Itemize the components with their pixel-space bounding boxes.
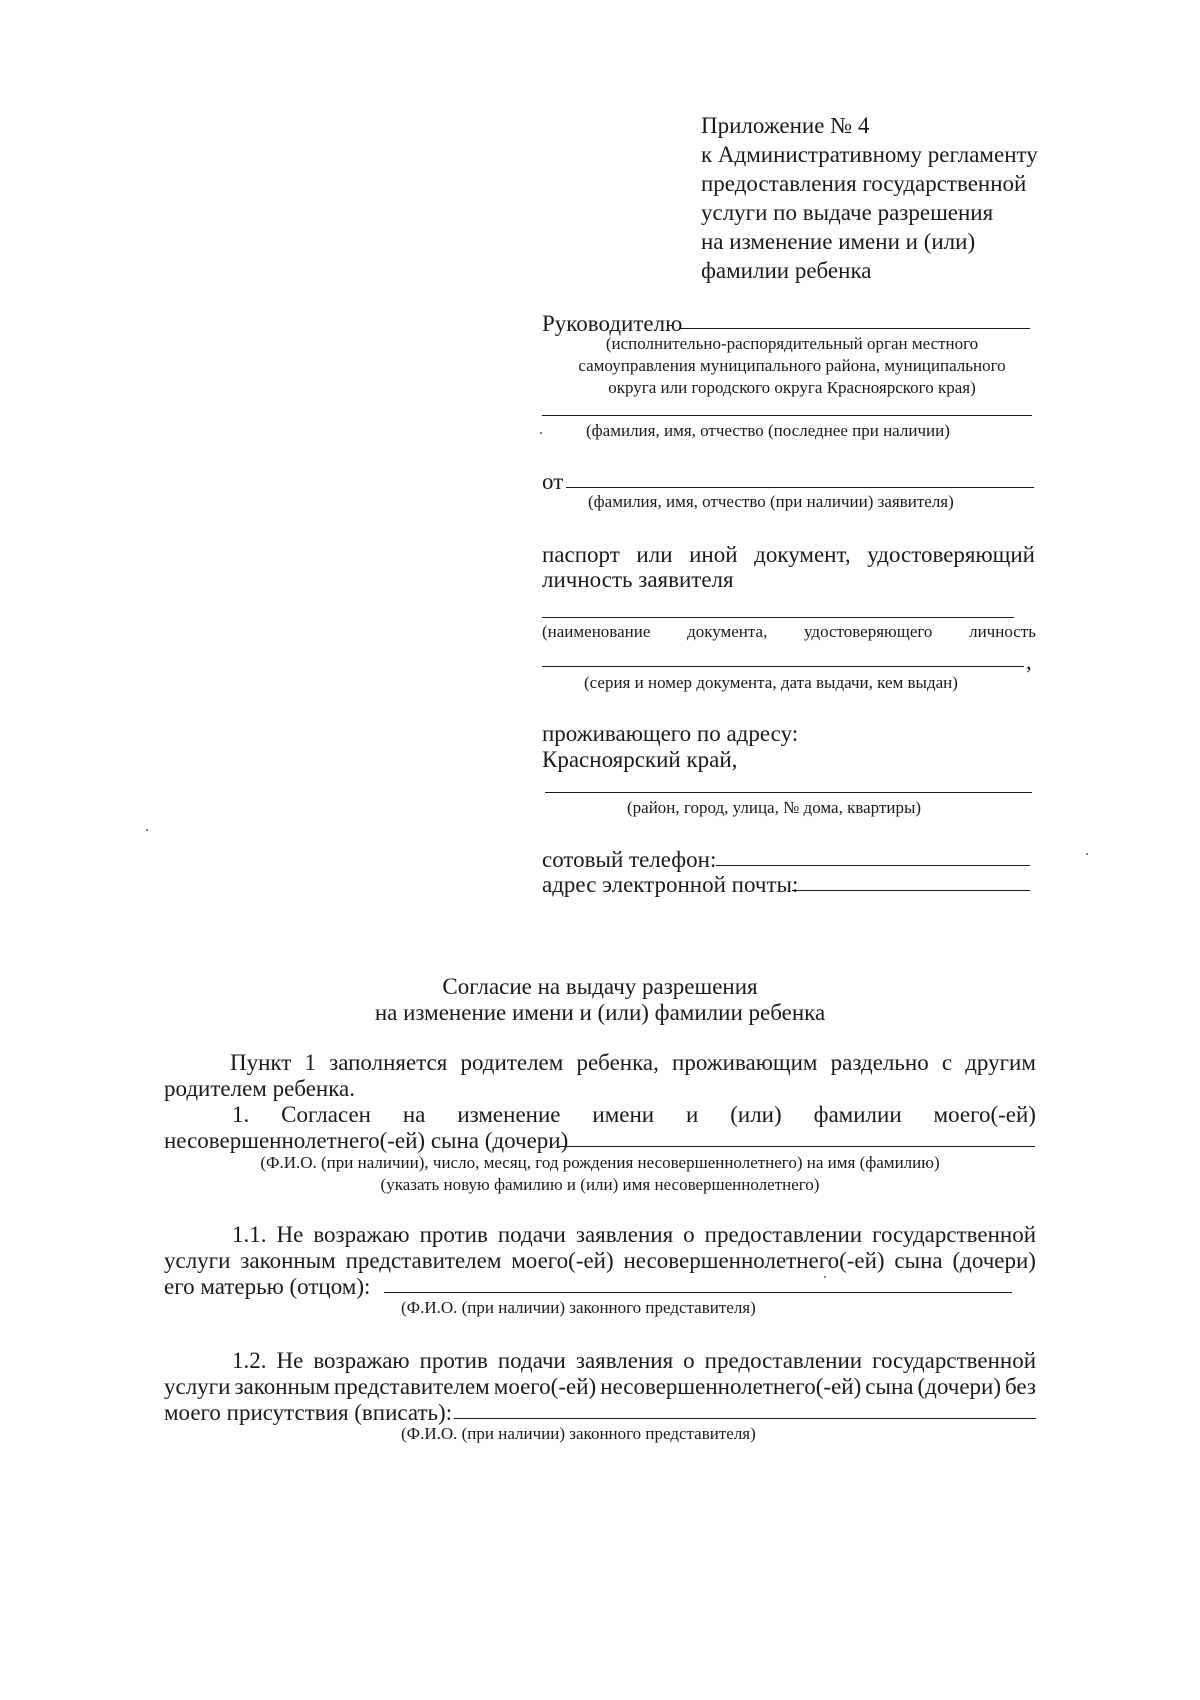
document-name-hint [542, 621, 1036, 643]
word: предоставлении [704, 1348, 863, 1373]
scan-speck [146, 829, 148, 831]
word: несовершеннолетнего(-ей) [600, 1374, 862, 1399]
appendix-block [701, 111, 1038, 285]
word: (или) [730, 1102, 782, 1127]
word: представителем [333, 1374, 490, 1399]
word: ребенка, [576, 1050, 659, 1075]
document-series-field-line[interactable] [542, 666, 1024, 667]
word: удостоверяющего [804, 622, 933, 641]
applicant-field-line[interactable] [566, 487, 1034, 488]
scan-speck [540, 432, 542, 434]
appendix-line: услуги по выдаче разрешения [701, 200, 994, 225]
point-1-1-line-1 [232, 1220, 1036, 1249]
word: другим [965, 1050, 1036, 1075]
appendix-line: фамилии ребенка [701, 258, 872, 283]
word: изменение [457, 1102, 561, 1127]
word: родителем [460, 1050, 564, 1075]
word: (наименование [542, 622, 651, 641]
word: подачи [497, 1222, 566, 1247]
word: документ, [754, 542, 851, 567]
word: (дочери) [917, 1374, 1001, 1399]
scan-speck [824, 1276, 826, 1278]
point-1-hint-1: (Ф.И.О. (при наличии), число, месяц, год рождения несовершеннолетнего) на имя (фамилию) [260, 1153, 940, 1172]
word: услуги [164, 1248, 231, 1273]
comma: , [1026, 649, 1032, 674]
word: 1. [232, 1102, 250, 1127]
point-1-2-hint: (Ф.И.О. (при наличии) законного представителя) [401, 1424, 756, 1443]
word: на [402, 1102, 426, 1127]
document-series-hint: (серия и номер документа, дата выдачи, кем выдан) [584, 673, 958, 692]
word: услуги [164, 1374, 231, 1399]
word: имени [592, 1102, 655, 1127]
email-label: адрес электронной почты: [542, 872, 799, 897]
point-1-1-line-2 [164, 1246, 1036, 1275]
word: сына [865, 1374, 914, 1399]
word: с [941, 1050, 953, 1075]
representative-field-line-1[interactable] [384, 1292, 1012, 1293]
organ-hint-line: (исполнительно-распорядительный орган местного [605, 334, 979, 353]
document-name-field-line[interactable] [542, 617, 1014, 618]
word: моего(-ей) [493, 1374, 597, 1399]
word: или [636, 542, 673, 567]
word: 1.2. [232, 1348, 267, 1373]
word: о [683, 1222, 695, 1247]
appendix-line: на изменение имени и (или) [701, 229, 976, 254]
point-1-line-2: несовершеннолетнего(-ей) сына (дочери) [164, 1128, 569, 1153]
appendix-line: предоставления государственной [701, 171, 1027, 196]
intro-line-2: родителем ребенка. [164, 1076, 356, 1101]
head-name-hint: (фамилия, имя, отчество (последнее при наличии) [586, 421, 950, 440]
point-1-1-line-3: его матерью (отцом): [164, 1274, 371, 1299]
word: без [1005, 1374, 1036, 1399]
intro-line-1 [230, 1048, 1036, 1077]
organ-hint [542, 333, 1042, 399]
word: законным [234, 1374, 330, 1399]
word: сына [894, 1248, 943, 1273]
word: моего(-ей) [933, 1102, 1036, 1127]
word: подачи [497, 1348, 566, 1373]
word: 1.1. [232, 1222, 267, 1247]
head-organ-field-line[interactable] [680, 328, 1030, 329]
consent-title-line-2: на изменение имени и (или) фамилии ребенка [374, 1000, 826, 1025]
passport-line-2: личность заявителя [542, 567, 734, 592]
applicant-hint: (фамилия, имя, отчество (при наличии) заявителя) [588, 492, 954, 511]
word: иной [689, 542, 738, 567]
child-info-field-line[interactable] [559, 1146, 1035, 1147]
point-1-1-hint: (Ф.И.О. (при наличии) законного представителя) [401, 1298, 756, 1317]
word: возражаю [313, 1348, 410, 1373]
word: и [686, 1102, 699, 1127]
region-text: Красноярский край, [542, 747, 738, 772]
word: против [419, 1348, 488, 1373]
point-1-2-line-1 [232, 1346, 1036, 1375]
organ-hint-line: самоуправления муниципального района, муниципального [578, 356, 1006, 375]
word: несовершеннолетнего(-ей) [623, 1248, 885, 1273]
phone-label: сотовый телефон: [542, 847, 717, 872]
word: Не [276, 1348, 304, 1373]
phone-field-line[interactable] [716, 865, 1030, 866]
word: Не [276, 1222, 304, 1247]
word: проживающим [672, 1050, 818, 1075]
scan-speck [1086, 853, 1088, 855]
word: законным [240, 1248, 336, 1273]
head-label: Руководителю [542, 311, 683, 336]
point-1-2-line-3: моего присутствия (вписать): [164, 1400, 453, 1425]
from-label: от [542, 469, 564, 494]
word: документа, [687, 622, 768, 641]
word: фамилии [813, 1102, 902, 1127]
point-1-hint-2: (указать новую фамилию и (или) имя несовершеннолетнего) [380, 1175, 820, 1194]
word: государственной [872, 1222, 1036, 1247]
word: моего(-ей) [511, 1248, 614, 1273]
word: Согласен [281, 1102, 371, 1127]
appendix-line: к Административному регламенту [701, 142, 1038, 167]
word: раздельно [830, 1050, 929, 1075]
representative-field-line-2[interactable] [454, 1418, 1036, 1419]
word: личность [969, 622, 1036, 641]
word: заполняется [329, 1050, 448, 1075]
word: предоставлении [704, 1222, 863, 1247]
word: 1 [304, 1050, 316, 1075]
address-field-line[interactable] [545, 792, 1032, 793]
appendix-line: Приложение № 4 [701, 113, 870, 138]
word: против [419, 1222, 488, 1247]
word: возражаю [313, 1222, 410, 1247]
consent-title-line-1: Согласие на выдачу разрешения [442, 974, 758, 999]
word: удостоверяющий [867, 542, 1035, 567]
word: представителем [345, 1248, 502, 1273]
word: заявления [575, 1222, 674, 1247]
address-hint: (район, город, улица, № дома, квартиры) [627, 798, 922, 817]
word: паспорт [542, 542, 620, 567]
residing-label: проживающего по адресу: [542, 721, 799, 746]
organ-hint-line: округа или городского округа Красноярского края) [608, 378, 976, 397]
word: о [683, 1348, 695, 1373]
word: заявления [575, 1348, 674, 1373]
word: (дочери) [952, 1248, 1036, 1273]
point-1-2-line-2 [164, 1372, 1036, 1401]
email-field-line[interactable] [792, 890, 1030, 891]
point-1-line-1 [232, 1100, 1036, 1129]
word: государственной [872, 1348, 1036, 1373]
head-name-field-line[interactable] [542, 415, 1032, 416]
word: Пункт [230, 1050, 292, 1075]
